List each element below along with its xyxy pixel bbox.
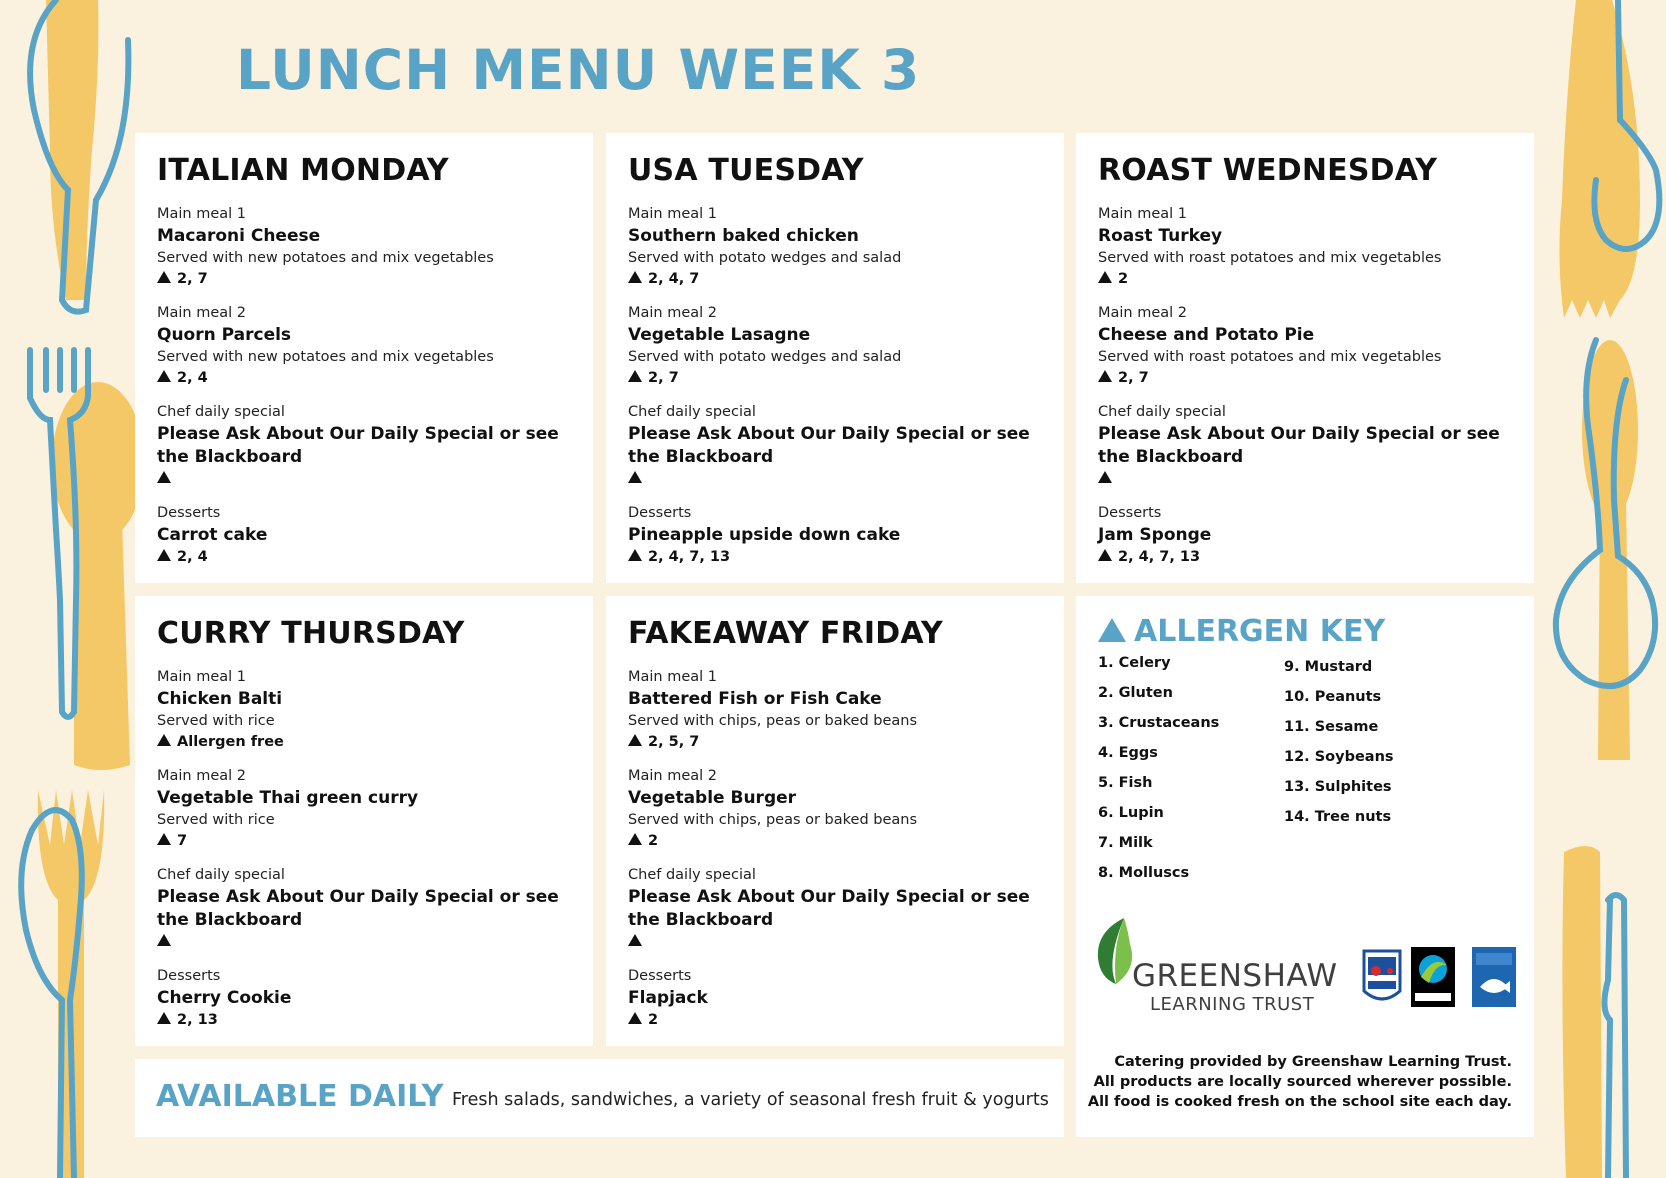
allergen-key-item: 7. Milk (1098, 835, 1153, 851)
day-title: CURRY THURSDAY (157, 616, 465, 651)
catering-notes (1088, 1052, 1512, 1112)
meal-allergens (157, 932, 571, 953)
meal-name: Chicken Balti (157, 689, 283, 709)
day-title: ITALIAN MONDAY (157, 153, 449, 188)
allergen-triangle-icon (628, 370, 642, 382)
meal-name: Please Ask About Our Daily Special or see the Blackboard (157, 887, 559, 930)
meal-label: Main meal 1 (157, 206, 247, 222)
logo-subtitle: LEARNING TRUST (1150, 994, 1315, 1015)
meal-allergens (628, 368, 1042, 389)
day-card-tuesday (606, 133, 1064, 583)
meal-label: Main meal 2 (628, 768, 718, 784)
meal-item (628, 503, 1042, 568)
meal-allergens (628, 269, 1042, 290)
catering-note: All products are locally sourced wherever possible. (1093, 1074, 1512, 1090)
meal-allergens (628, 1010, 1042, 1031)
meal-name: Vegetable Burger (628, 788, 797, 808)
allergen-triangle-icon (628, 1012, 642, 1024)
meal-allergens (1098, 368, 1512, 389)
allergen-codes: 2, 7 (648, 370, 679, 386)
allergen-codes: 2 (648, 1012, 659, 1028)
allergen-codes: 2, 4, 7 (648, 271, 700, 287)
meal-item (157, 865, 571, 953)
meal-name: Carrot cake (157, 525, 268, 545)
allergen-codes: 7 (177, 833, 188, 849)
day-card-thursday (135, 596, 593, 1046)
allergen-triangle-icon (157, 549, 171, 561)
meal-note: Served with roast potatoes and mix vegetables (1098, 349, 1442, 365)
meal-label: Chef daily special (157, 867, 285, 883)
meal-allergens (628, 469, 1042, 490)
meal-note: Served with chips, peas or baked beans (628, 812, 918, 828)
allergen-key-item: 11. Sesame (1284, 719, 1379, 735)
meal-label: Desserts (628, 968, 692, 984)
meal-item (628, 766, 1042, 852)
allergen-list-left (1098, 648, 1219, 888)
allergen-key-item: 8. Molluscs (1098, 865, 1190, 881)
meal-label: Desserts (1098, 505, 1162, 521)
meal-label: Desserts (157, 968, 221, 984)
allergen-key-item: 3. Crustaceans (1098, 715, 1220, 731)
meal-item (628, 204, 1042, 290)
allergen-codes: 2, 4, 7, 13 (1118, 549, 1201, 565)
allergen-triangle-icon (628, 471, 642, 483)
meal-item (628, 667, 1042, 753)
allergen-codes: 2, 13 (177, 1012, 218, 1028)
meal-name: Jam Sponge (1098, 525, 1212, 545)
red-tractor-icon (1360, 947, 1404, 1007)
allergen-triangle-icon (157, 471, 171, 483)
meal-allergens (157, 1010, 571, 1031)
meal-label: Main meal 2 (157, 305, 247, 321)
logo-name: GREENSHAW (1132, 958, 1338, 994)
triangle-icon (1098, 618, 1126, 642)
allergen-key-item: 5. Fish (1098, 775, 1153, 791)
meal-name: Please Ask About Our Daily Special or see the Blackboard (1098, 424, 1500, 467)
meal-allergens (628, 831, 1042, 852)
allergen-key-item: 9. Mustard (1284, 659, 1373, 675)
meal-item (157, 667, 571, 753)
meal-item (157, 503, 571, 568)
meal-name: Battered Fish or Fish Cake (628, 689, 882, 709)
allergen-codes: 2 (648, 833, 659, 849)
meal-label: Desserts (157, 505, 221, 521)
allergen-codes: 2, 5, 7 (648, 734, 700, 750)
allergen-key-item: 14. Tree nuts (1284, 809, 1392, 825)
fairtrade-icon (1411, 947, 1455, 1007)
meal-allergens (157, 368, 571, 389)
allergen-key-item: 4. Eggs (1098, 745, 1158, 761)
meal-label: Chef daily special (157, 404, 285, 420)
meal-item (157, 766, 571, 852)
allergen-triangle-icon (157, 370, 171, 382)
allergen-key-item: 2. Gluten (1098, 685, 1173, 701)
meal-note: Served with rice (157, 812, 275, 828)
meal-allergens (1098, 269, 1512, 290)
meal-item (628, 303, 1042, 389)
allergen-codes: 2, 7 (177, 271, 208, 287)
meal-item (628, 966, 1042, 1031)
meal-name: Please Ask About Our Daily Special or see the Blackboard (157, 424, 559, 467)
meal-allergens (628, 547, 1042, 568)
meal-item (157, 966, 571, 1031)
allergen-triangle-icon (157, 734, 171, 746)
available-daily-card (135, 1059, 1064, 1137)
catering-note: Catering provided by Greenshaw Learning Trust. (1114, 1054, 1512, 1070)
allergen-key-item: 6. Lupin (1098, 805, 1164, 821)
allergen-codes: 2 (1118, 271, 1129, 287)
meal-label: Chef daily special (1098, 404, 1226, 420)
allergen-triangle-icon (628, 549, 642, 561)
meal-item (1098, 303, 1512, 389)
allergen-codes: 2, 4 (177, 549, 208, 565)
allergen-codes: Allergen free (177, 734, 284, 750)
meal-note: Served with potato wedges and salad (628, 349, 902, 365)
meal-allergens (1098, 469, 1512, 490)
meal-allergens (628, 732, 1042, 753)
meal-label: Desserts (628, 505, 692, 521)
catering-note: All food is cooked fresh on the school site each day. (1087, 1094, 1512, 1110)
meal-allergens (157, 469, 571, 490)
allergen-list-right (1284, 652, 1394, 832)
day-title: USA TUESDAY (628, 153, 864, 188)
meal-name: Please Ask About Our Daily Special or see the Blackboard (628, 887, 1030, 930)
meal-item (628, 402, 1042, 490)
allergen-triangle-icon (1098, 370, 1112, 382)
allergen-triangle-icon (628, 934, 642, 946)
allergen-key-item: 12. Soybeans (1284, 749, 1394, 765)
page-title: LUNCH MENU WEEK 3 (236, 38, 921, 102)
meal-name: Vegetable Lasagne (628, 325, 811, 345)
allergen-key-item: 10. Peanuts (1284, 689, 1382, 705)
available-daily-title: AVAILABLE DAILY (156, 1079, 444, 1114)
meal-allergens (157, 547, 571, 568)
allergen-key-item: 13. Sulphites (1284, 779, 1392, 795)
meal-note: Served with rice (157, 713, 275, 729)
allergen-triangle-icon (157, 271, 171, 283)
allergen-triangle-icon (157, 1012, 171, 1024)
allergen-triangle-icon (1098, 471, 1112, 483)
meal-allergens (157, 831, 571, 852)
allergen-triangle-icon (628, 271, 642, 283)
allergen-codes: 2, 4 (177, 370, 208, 386)
allergen-key-heading: ALLERGEN KEY (1134, 614, 1386, 649)
day-card-wednesday (1076, 133, 1534, 583)
meal-name: Roast Turkey (1098, 226, 1223, 246)
meal-note: Served with potato wedges and salad (628, 250, 902, 266)
allergen-triangle-icon (1098, 271, 1112, 283)
meal-note: Served with new potatoes and mix vegetables (157, 250, 494, 266)
meal-name: Cheese and Potato Pie (1098, 325, 1315, 345)
meal-name: Vegetable Thai green curry (157, 788, 419, 808)
allergen-key-title (1098, 614, 1385, 649)
knife-icon (1562, 846, 1602, 1178)
allergen-codes: 2, 4, 7, 13 (648, 549, 731, 565)
meal-label: Main meal 1 (157, 669, 247, 685)
allergen-triangle-icon (628, 734, 642, 746)
meal-allergens (628, 932, 1042, 953)
meal-label: Chef daily special (628, 867, 756, 883)
available-daily-text: Fresh salads, sandwiches, a variety of seasonal fresh fruit & yogurts (452, 1090, 1049, 1110)
meal-allergens (157, 269, 571, 290)
meal-name: Flapjack (628, 988, 708, 1008)
meal-note: Served with chips, peas or baked beans (628, 713, 918, 729)
meal-note: Served with roast potatoes and mix vegetables (1098, 250, 1442, 266)
allergen-key-card (1076, 596, 1534, 1137)
meal-item (157, 204, 571, 290)
fork-icon (1559, 0, 1640, 318)
allergen-triangle-icon (157, 833, 171, 845)
meal-name: Pineapple upside down cake (628, 525, 901, 545)
meal-label: Main meal 1 (628, 206, 718, 222)
meal-label: Main meal 2 (157, 768, 247, 784)
day-title: ROAST WEDNESDAY (1098, 153, 1438, 188)
meal-item (1098, 402, 1512, 490)
meal-label: Main meal 1 (1098, 206, 1188, 222)
allergen-triangle-icon (628, 833, 642, 845)
day-card-monday (135, 133, 593, 583)
day-card-friday (606, 596, 1064, 1046)
greenshaw-logo (1094, 918, 1338, 1018)
allergen-triangle-icon (157, 934, 171, 946)
meal-item (157, 402, 571, 490)
day-title: FAKEAWAY FRIDAY (628, 616, 943, 651)
meal-item (628, 865, 1042, 953)
meal-label: Chef daily special (628, 404, 756, 420)
meal-name: Southern baked chicken (628, 226, 859, 246)
allergen-triangle-icon (1098, 549, 1112, 561)
meal-item (1098, 503, 1512, 568)
spoon-icon (52, 382, 144, 542)
fork-icon (1604, 895, 1626, 1178)
meal-label: Main meal 1 (628, 669, 718, 685)
meal-item (157, 303, 571, 389)
meal-label: Main meal 2 (628, 305, 718, 321)
meal-name: Cherry Cookie (157, 988, 292, 1008)
meal-name: Macaroni Cheese (157, 226, 321, 246)
meal-label: Main meal 2 (1098, 305, 1188, 321)
allergen-key-item: 1. Celery (1098, 655, 1171, 671)
allergen-codes: 2, 7 (1118, 370, 1149, 386)
meal-note: Served with new potatoes and mix vegetables (157, 349, 494, 365)
meal-name: Please Ask About Our Daily Special or see the Blackboard (628, 424, 1030, 467)
meal-allergens (1098, 547, 1512, 568)
meal-name: Quorn Parcels (157, 325, 292, 345)
meal-allergens (157, 732, 571, 753)
meal-item (1098, 204, 1512, 290)
msc-icon (1472, 947, 1516, 1007)
